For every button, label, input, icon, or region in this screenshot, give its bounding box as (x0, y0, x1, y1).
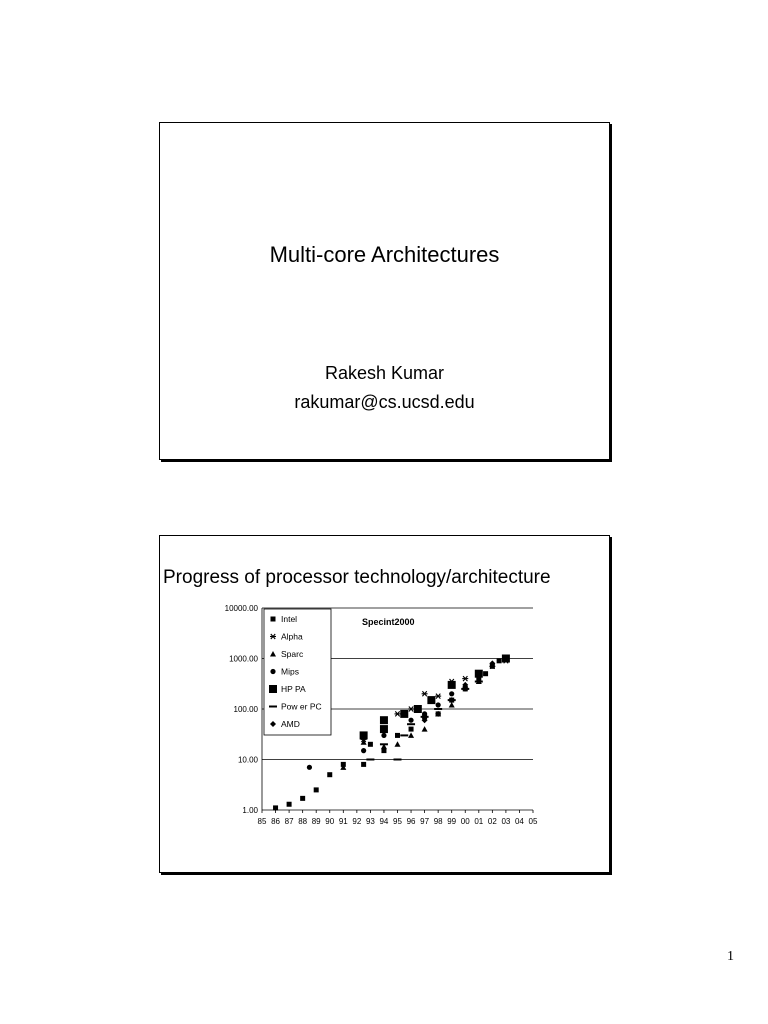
data-point-intel (497, 658, 502, 663)
data-point-pow-er-pc (400, 734, 408, 736)
chart-slide (159, 535, 610, 873)
legend-label: Intel (281, 614, 298, 624)
x-tick-label: 01 (474, 817, 484, 826)
data-point-intel (409, 727, 414, 732)
y-tick-label: 10000.00 (224, 604, 258, 613)
x-tick-label: 00 (460, 817, 470, 826)
data-point-mips (307, 765, 312, 770)
x-tick-label: 97 (420, 817, 430, 826)
x-tick-label: 92 (352, 817, 362, 826)
x-tick-label: 85 (257, 817, 267, 826)
data-point-mips (436, 702, 441, 707)
data-point-alpha (462, 676, 468, 681)
data-point-alpha (422, 691, 428, 696)
y-tick-label: 1000.00 (229, 654, 258, 664)
data-point-intel (273, 805, 278, 810)
data-point-hp-pa (427, 696, 435, 704)
x-tick-label: 99 (447, 817, 457, 826)
data-point-alpha (435, 694, 441, 699)
author-name: Rakesh Kumar (324, 363, 445, 383)
page-number: 1 (727, 949, 734, 964)
author-email: rakumar@cs.ucsd.edu (294, 392, 475, 412)
data-point-sparc (395, 741, 401, 747)
x-tick-label: 95 (393, 817, 402, 826)
legend-label: AMD (281, 719, 300, 729)
x-tick-label: 96 (406, 817, 416, 826)
x-tick-label: 04 (514, 817, 524, 826)
legend-marker (269, 685, 277, 693)
data-point-hp-pa (414, 705, 422, 713)
data-point-sparc (422, 726, 428, 732)
data-point-pow-er-pc (434, 708, 442, 710)
x-tick-label: 93 (365, 817, 375, 826)
data-point-intel (327, 772, 332, 777)
x-tick-label: 89 (311, 817, 321, 826)
data-point-alpha (408, 707, 414, 712)
data-point-mips (408, 718, 413, 723)
data-point-hp-pa (400, 710, 408, 718)
data-point-hp-pa (380, 716, 388, 724)
x-tick-label: 94 (379, 817, 389, 826)
x-tick-label: 91 (338, 817, 348, 826)
legend-label: Alpha (281, 631, 303, 642)
y-tick-label: 100.00 (233, 705, 258, 714)
data-point-pow-er-pc (380, 743, 388, 745)
slide-title: Multi-core Architectures (269, 242, 500, 267)
legend-marker (269, 706, 277, 708)
x-tick-label: 03 (501, 817, 511, 826)
data-point-intel (314, 787, 319, 792)
data-point-intel (395, 733, 400, 738)
data-point-pow-er-pc (407, 723, 415, 725)
legend-label: Sparc (281, 649, 304, 659)
y-tick-label: 1.00 (242, 806, 258, 815)
legend-marker (270, 669, 275, 674)
data-point-mips (449, 691, 454, 696)
data-point-intel (300, 796, 305, 801)
x-tick-label: 98 (433, 817, 443, 826)
x-tick-label: 02 (487, 817, 497, 826)
data-point-pow-er-pc (475, 681, 483, 683)
data-point-hp-pa (380, 725, 388, 733)
data-point-alpha (395, 711, 401, 716)
data-point-mips (361, 748, 366, 753)
y-tick-label: 10.00 (237, 755, 258, 765)
x-tick-label: 86 (271, 817, 281, 826)
chart-title: Specint2000 (362, 617, 415, 627)
data-point-mips (422, 711, 427, 716)
data-point-hp-pa (448, 681, 456, 689)
data-point-intel (368, 742, 373, 747)
scatter-chart (160, 536, 609, 872)
data-point-pow-er-pc (461, 688, 469, 690)
legend-label: Pow er PC (281, 701, 322, 712)
data-point-mips (381, 733, 386, 738)
legend-label: HP PA (281, 684, 306, 694)
data-point-intel (483, 671, 488, 676)
legend-marker (271, 617, 276, 622)
data-point-intel (361, 762, 366, 767)
x-tick-label: 90 (325, 817, 335, 826)
data-point-pow-er-pc (394, 759, 402, 761)
x-tick-label: 05 (528, 817, 538, 826)
data-point-hp-pa (360, 731, 368, 739)
legend-label: Mips (281, 666, 299, 677)
data-point-pow-er-pc (366, 759, 374, 761)
x-tick-label: 87 (284, 817, 294, 826)
slide-title: Progress of processor technology/architecture (163, 567, 551, 588)
data-point-sparc (408, 732, 414, 738)
title-slide (159, 122, 610, 460)
data-point-intel (287, 802, 292, 807)
x-tick-label: 88 (298, 817, 308, 826)
